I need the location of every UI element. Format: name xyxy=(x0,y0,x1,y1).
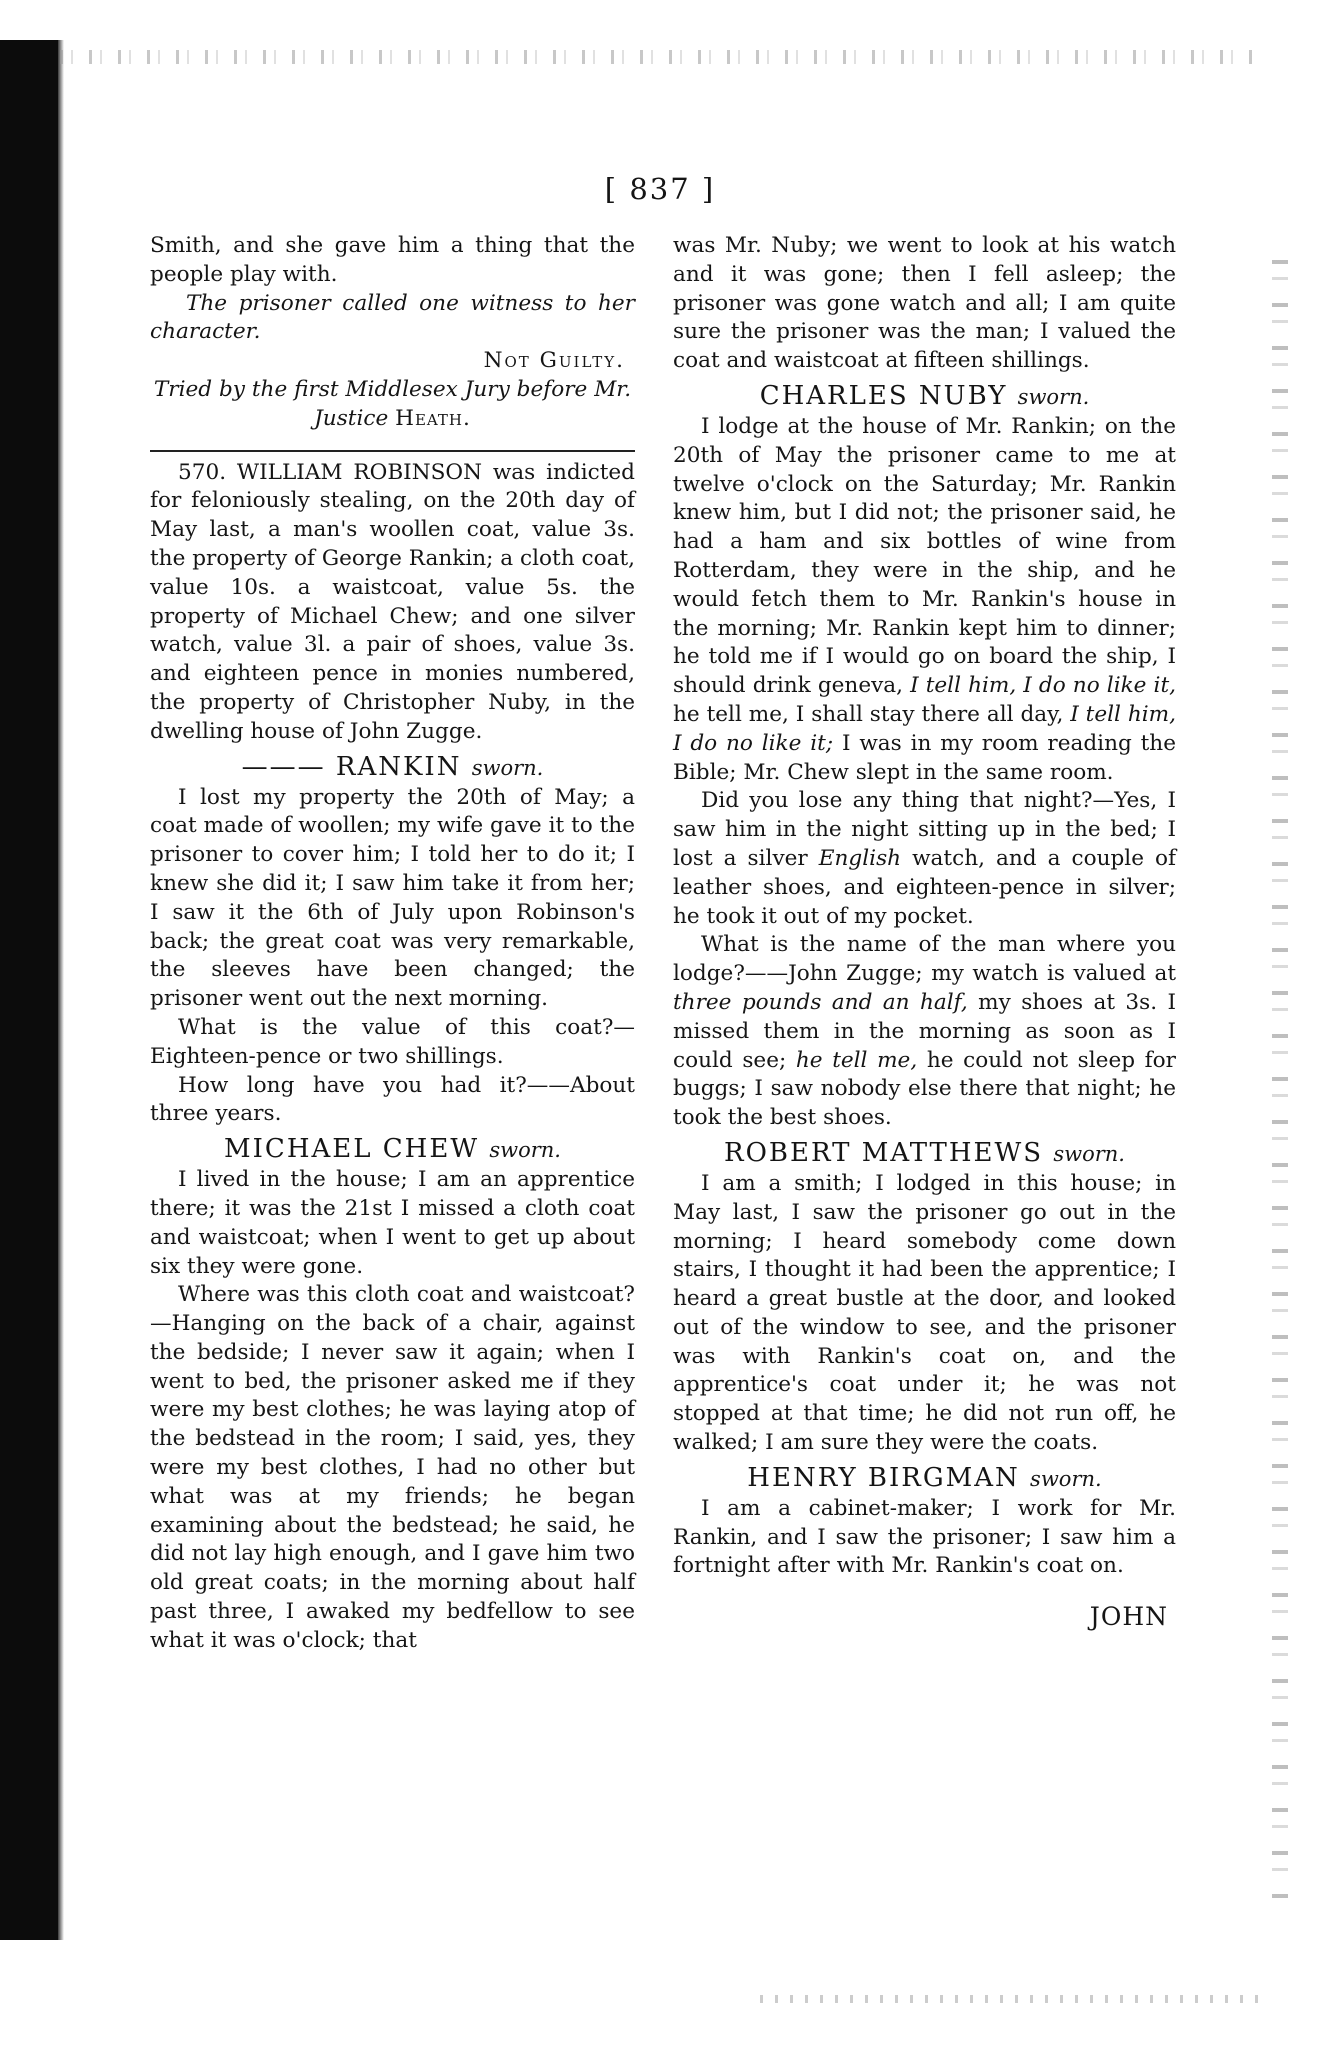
quoted-speech: he tell me, xyxy=(795,1047,918,1073)
testimony-paragraph: Where was this cloth coat and waistcoat?—Hanging on the back of a chair, against the bedside; I never saw it again; when I went to bed, the prisoner asked me if they were my best clothes; he was laying atop of the bedstead in the room; I said, yes, they were my best clothes, I had no other but what was at my friends; he began examining about the bedstead; he said, he did not lay high enough, and I gave him two old great coats; in the morning about half past three, I awaked my bedfellow to see what it was o'clock; that xyxy=(150,1282,635,1653)
witness-heading-chew xyxy=(150,1133,635,1166)
case-indictment: 570. WILLIAM ROBINSON was indicted for feloniously stealing, on the 20th day of May last, a man's woollen coat, value 3s. the property of George Rankin; a cloth coat, value 10s. a waistcoat, value 5s. the property of Michael Chew; and one silver watch, value 3l. a pair of shoes, value 3s. and eighteen pence in monies numbered, the property of Christopher Nuby, in the dwelling house of John Zugge. xyxy=(150,459,635,744)
testimony-paragraph: How long have you had it?——About three years. xyxy=(150,1072,635,1127)
testimony-text: my shoes at 3s. I missed them in the morning as soon as I could see; xyxy=(673,989,1177,1073)
quoted-speech: I tell him, I do no like it, xyxy=(910,673,1176,699)
witness-heading-birgman xyxy=(673,1462,1176,1495)
scan-noise-top xyxy=(60,50,1260,64)
testimony-paragraph xyxy=(673,413,1176,787)
witness-heading-rankin xyxy=(150,751,635,784)
testimony-paragraph: I lost my property the 20th of May; a coat made of woollen; my wife gave it to the prisoner to cover him; I told her to do it; I knew she did it; I saw him take it from her; I saw it the 6th of July upon Robinson's back; the great coat was very remarkable, the sleeves have been changed; the prisoner went out the next morning. xyxy=(150,784,635,1012)
judge-name: Heath. xyxy=(395,405,471,431)
testimony-paragraph: I lived in the house; I am an apprentice there; it was the 21st I missed a cloth coat and waistcoat; when I went to get up about six they were gone. xyxy=(150,1167,635,1279)
continued-paragraph: was Mr. Nuby; we went to look at his watch and it was gone; then I fell asleep; the prisoner was gone watch and all; I am quite sure the prisoner was the man; I valued the coat and waistcoat at fifteen shillings. xyxy=(673,233,1176,374)
sworn-label: sworn. xyxy=(489,1138,561,1163)
quoted-speech: I tell him, I do no like it; xyxy=(673,701,1176,756)
testimony-paragraph xyxy=(673,931,1176,1133)
witness-heading-nuby xyxy=(673,380,1176,413)
continued-paragraph: Smith, and she gave him a thing that the people play with. xyxy=(150,233,635,287)
testimony-text: I was in my room reading the Bible; Mr. Chew slept in the same room. xyxy=(673,730,1176,785)
testimony-paragraph: I am a cabinet-maker; I work for Mr. Rankin, and I saw the prisoner; I saw him a fortnight after with Mr. Rankin's coat on. xyxy=(673,1495,1176,1579)
testimony-text: watch, and a couple of leather shoes, and eighteen-pence in silver; he took it out of my pocket. xyxy=(673,845,1176,929)
emphasis: three pounds and an half, xyxy=(673,989,968,1015)
catchword: JOHN xyxy=(1089,1602,1168,1632)
witness-heading-matthews xyxy=(673,1137,1176,1170)
sworn-label: sworn. xyxy=(1030,1466,1102,1491)
emphasis: English xyxy=(818,845,902,871)
testimony-text: he could not sleep for buggs; I saw nobody else there that night; he took the best shoes. xyxy=(673,1047,1176,1131)
case-divider xyxy=(150,450,635,452)
testimony-paragraph xyxy=(673,787,1176,931)
witness-name: CHARLES NUBY xyxy=(759,380,1008,411)
scan-noise-bottom xyxy=(760,1995,1260,2003)
witness-name: HENRY BIRGMAN xyxy=(747,1462,1020,1493)
sworn-label: sworn. xyxy=(1017,384,1090,409)
testimony-paragraph: What is the value of this coat?—Eighteen-pence or two shillings. xyxy=(150,1014,635,1069)
testimony-text: Did you lose any thing that night?—Yes, I saw him in the night sitting up in the bed; I lost a silver xyxy=(673,788,1176,871)
witness-name: ROBERT MATTHEWS xyxy=(724,1137,1044,1168)
verdict: Not Guilty. xyxy=(483,348,625,374)
book-spine-shadow xyxy=(0,40,58,1940)
testimony-text: he tell me, I shall stay there all day, xyxy=(673,701,1064,727)
witness-name: ——— RANKIN xyxy=(241,751,462,782)
sworn-label: sworn. xyxy=(471,755,544,780)
sworn-label: sworn. xyxy=(1053,1141,1125,1166)
trial-court-text: Tried by the first Middlesex Jury before Mr. Justice xyxy=(153,376,632,431)
trial-court-line xyxy=(150,376,635,434)
testimony-text: What is the name of the man where you lodge?——John Zugge; my watch is valued at xyxy=(673,932,1176,987)
testimony-text: I lodge at the house of Mr. Rankin; on the 20th of May the prisoner came to me at twelve o'clock on the Saturday; Mr. Rankin knew him, but I did not; the prisoner said, he had a ham and six bottles of wine from Rotterdam, they were in the ship, and he would fetch them to Mr. Rankin's house in the morning; Mr. Rankin kept him to dinner; he told me if I would go on board the ship, I should drink geneva, xyxy=(673,413,1176,699)
character-witness-note: The prisoner called one witness to her character. xyxy=(150,290,635,345)
witness-name: MICHAEL CHEW xyxy=(224,1134,480,1165)
testimony-paragraph: I am a smith; I lodged in this house; in May last, I saw the prisoner go out in the morning; I heard somebody come down stairs, I thought it had been the apprentice; I heard a great bustle at the door, and looked out of the window to see, and the prisoner was with Rankin's coat on, and the apprentice's coat under it; he was not stopped at that time; he did not run off, he walked; I am sure they were the coats. xyxy=(673,1170,1176,1456)
spine-edge-gradient xyxy=(58,40,64,1940)
right-column xyxy=(673,232,1176,1632)
scan-noise-right xyxy=(1272,260,1288,1910)
left-column xyxy=(150,232,635,1656)
page-number: [ 837 ] xyxy=(604,172,716,206)
